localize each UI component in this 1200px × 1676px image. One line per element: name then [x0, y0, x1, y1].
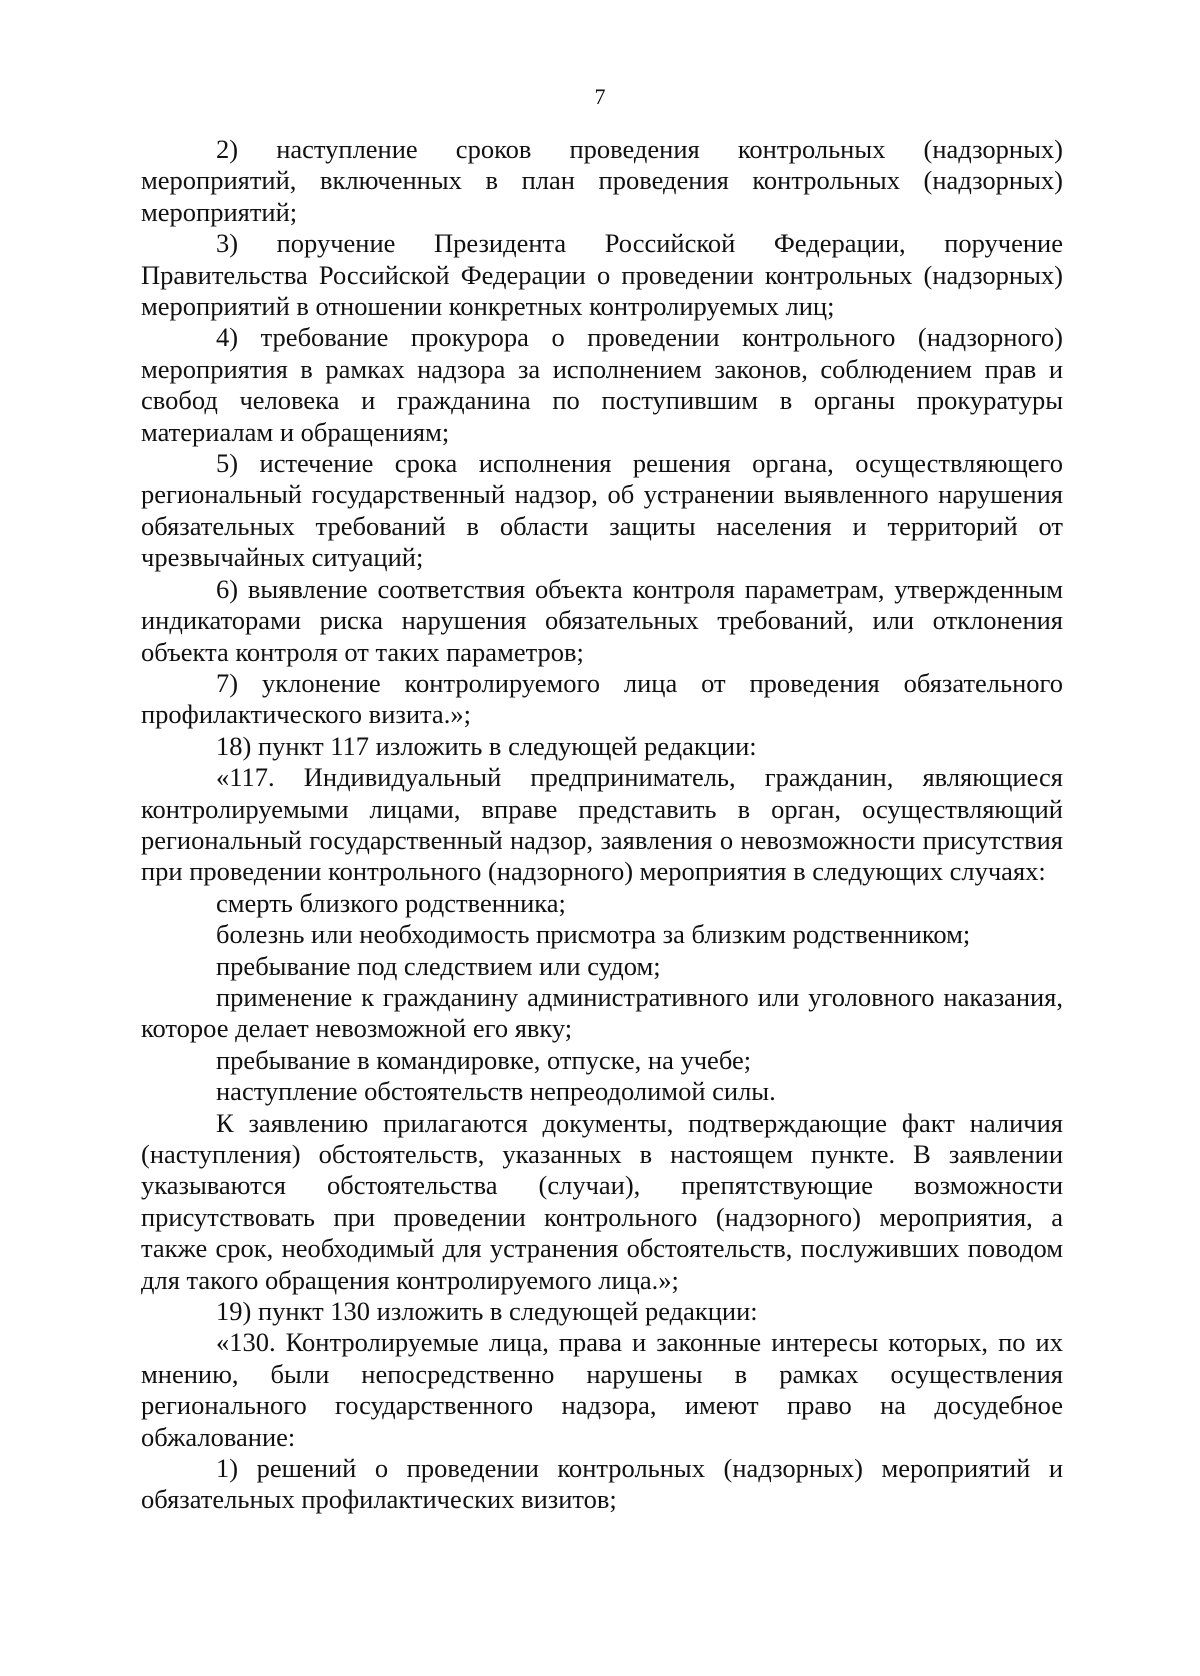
- paragraph-item-2: 2) наступление сроков проведения контрольных (надзорных) мероприятий, включенных в план проведения контрольных (надзорных) мероприятий;: [141, 134, 1063, 227]
- case-death-of-relative: смерть близкого родственника;: [216, 887, 566, 918]
- paragraph-item-5: 5) истечение срока исполнения решения органа, осуществляющего региональный государственный надзор, об устранении выявленного нарушения обязательных требований в области защиты населения и территорий от чрезвычайных ситуаций;: [141, 448, 1063, 573]
- paragraph-attached-documents: К заявлению прилагаются документы, подтверждающие факт наличия (наступления) обстоятельств, указанных в настоящем пункте. В заявлении указываются обстоятельства (случаи), препятствующие возможности присутствовать при проведении контрольного (надзорного) мероприятия, а также срок, необходимый для устранения обстоятельств, послуживших поводом для такого обращения контролируемого лица.»;: [141, 1107, 1063, 1295]
- paragraph-amendment-18: 18) пункт 117 изложить в следующей редакции:: [216, 730, 757, 761]
- paragraph-clause-130: «130. Контролируемые лица, права и законные интересы которых, по их мнению, были непосредственно нарушены в рамках осуществления регионального государственного надзора, имеют право на досудебное обжалование:: [141, 1327, 1063, 1452]
- case-under-investigation: пребывание под следствием или судом;: [216, 950, 661, 981]
- paragraph-item-4: 4) требование прокурора о проведении контрольного (надзорного) мероприятия в рамках надзора за исполнением законов, соблюдением прав и свобод человека и гражданина по поступившим в органы прокуратуры материалам и обращениям;: [141, 322, 1063, 447]
- document-body: [141, 134, 1063, 1516]
- paragraph-appeal-item-1: 1) решений о проведении контрольных (надзорных) мероприятий и обязательных профилактических визитов;: [141, 1453, 1063, 1515]
- case-force-majeure: наступление обстоятельств непреодолимой силы.: [216, 1076, 776, 1107]
- case-illness-or-care: болезнь или необходимость присмотра за близким родственником;: [216, 919, 971, 950]
- case-business-trip: пребывание в командировке, отпуске, на учебе;: [216, 1044, 752, 1075]
- page-number: 7: [594, 84, 606, 109]
- paragraph-clause-117: «117. Индивидуальный предприниматель, гражданин, являющиеся контролируемыми лицами, вправе представить в орган, осуществляющий региональный государственный надзор, заявления о невозможности присутствия при проведении контрольного (надзорного) мероприятия в следующих случаях:: [141, 762, 1063, 887]
- paragraph-item-6: 6) выявление соответствия объекта контроля параметрам, утвержденным индикаторами риска нарушения обязательных требований, или отклонения объекта контроля от таких параметров;: [141, 573, 1063, 667]
- paragraph-amendment-19: 19) пункт 130 изложить в следующей редакции:: [216, 1296, 758, 1327]
- paragraph-item-3: 3) поручение Президента Российской Федерации, поручение Правительства Российской Федерации о проведении контрольных (надзорных) мероприятий в отношении конкретных контролируемых лиц;: [141, 228, 1063, 322]
- case-punishment: применение к гражданину административного или уголовного наказания, которое делает невозможной его явку;: [141, 981, 1063, 1044]
- paragraph-item-7: 7) уклонение контролируемого лица от проведения обязательного профилактического визита.»;: [141, 667, 1063, 730]
